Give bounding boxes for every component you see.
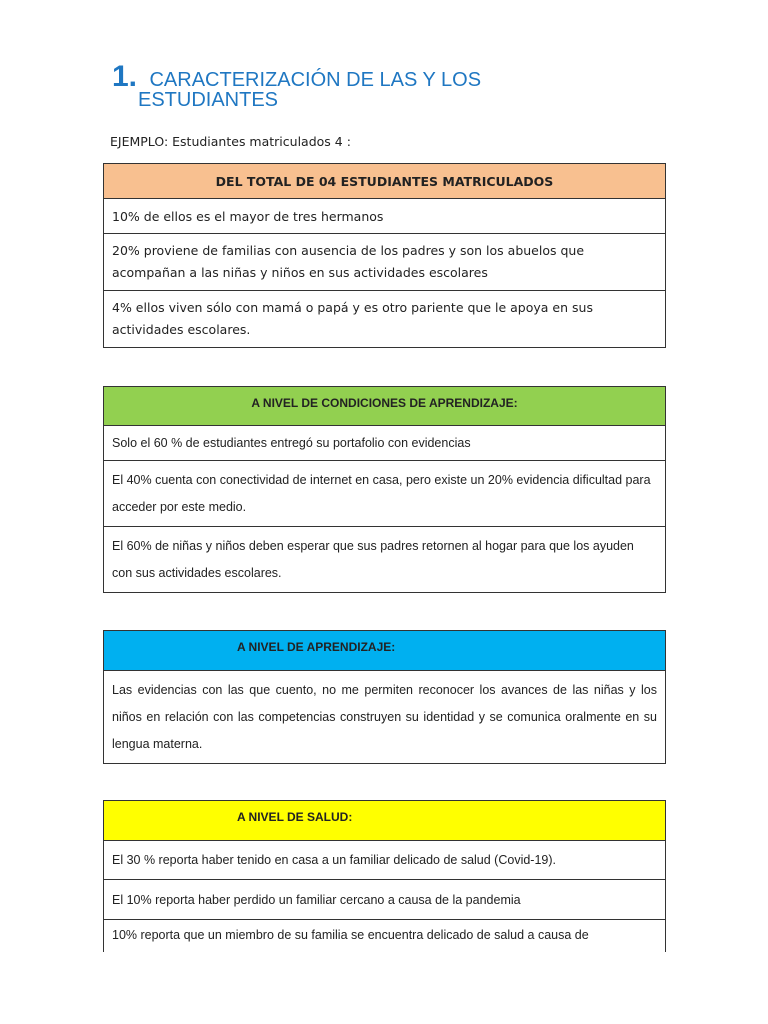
table-total-students-header: DEL TOTAL DE 04 ESTUDIANTES MATRICULADOS: [104, 164, 666, 199]
table-row: El 10% reporta haber perdido un familiar cercano a causa de la pandemia: [104, 880, 666, 920]
table-row: 20% proviene de familias con ausencia de los padres y son los abuelos que acompañan a las niñas y niños en sus actividades escolares: [104, 234, 666, 291]
section-heading: [112, 60, 672, 110]
table-row: 10% de ellos es el mayor de tres hermanos: [104, 199, 666, 234]
table-learning-level-header: A NIVEL DE APRENDIZAJE:: [104, 631, 666, 671]
table-health-level: [103, 800, 666, 952]
table-row: Solo el 60 % de estudiantes entregó su portafolio con evidencias: [104, 426, 666, 461]
table-row: Las evidencias con las que cuento, no me permiten reconocer los avances de las niñas y los niños en relación con las competencias construyen su identidad y se comunica oralmente en su lengua materna.: [104, 671, 666, 764]
table-learning-conditions: [103, 386, 666, 593]
table-learning-level: [103, 630, 666, 764]
example-label: EJEMPLO: Estudiantes matriculados 4 :: [110, 134, 351, 149]
table-total-students: [103, 163, 666, 348]
table-learning-conditions-header: A NIVEL DE CONDICIONES DE APRENDIZAJE:: [104, 387, 666, 426]
table-health-level-header: A NIVEL DE SALUD:: [104, 801, 666, 841]
section-title-line1: CARACTERIZACIÓN DE LAS Y LOS: [149, 69, 482, 91]
table-row: El 60% de niñas y niños deben esperar que sus padres retornen al hogar para que los ayuden con sus actividades escolares.: [104, 527, 666, 593]
table-row: El 40% cuenta con conectividad de internet en casa, pero existe un 20% evidencia dificultad para acceder por este medio.: [104, 461, 666, 527]
table-row: 10% reporta que un miembro de su familia se encuentra delicado de salud a causa de: [104, 920, 666, 952]
table-row: 4% ellos viven sólo con mamá o papá y es otro pariente que le apoya en sus actividades escolares.: [104, 291, 666, 348]
section-title-line2: ESTUDIANTES: [138, 89, 279, 111]
table-row: El 30 % reporta haber tenido en casa a un familiar delicado de salud (Covid-19).: [104, 841, 666, 880]
section-number: 1.: [112, 60, 138, 93]
